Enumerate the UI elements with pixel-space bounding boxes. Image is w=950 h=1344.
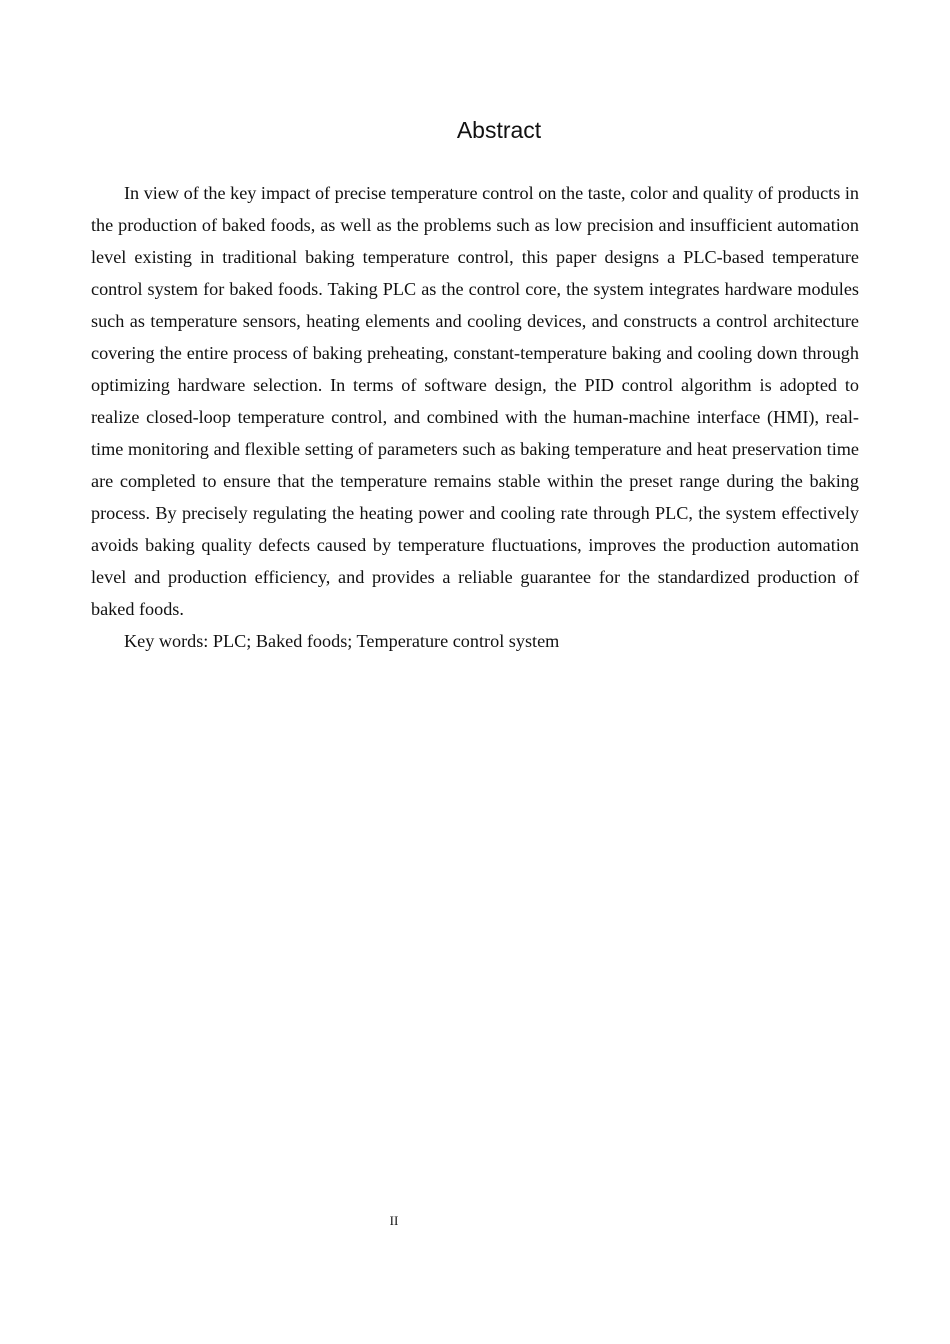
abstract-title: Abstract bbox=[456, 117, 542, 143]
keywords-line: Key words: PLC; Baked foods; Temperature control system bbox=[124, 631, 560, 651]
page-number: II bbox=[389, 1213, 399, 1228]
abstract-body: In view of the key impact of precise temperature control on the taste, color and quality of products in the production of baked foods, as well as the problems such as low precision and insufficient automation level existing in traditional baking temperature control, this paper designs a PLC-based temperature control system for baked foods. Taking PLC as the control core, the system integrates hardware modules such as temperature sensors, heating elements and cooling devices, and constructs a control architecture covering the entire process of baking preheating, constant-temperature baking and cooling down through optimizing hardware selection. In terms of software design, the PID control algorithm is adopted to realize closed-loop temperature control, and combined with the human-machine interface (HMI), real-time monitoring and flexible setting of parameters such as baking temperature and heat preservation time are completed to ensure that the temperature remains stable within the preset range during the baking process. By precisely regulating the heating power and cooling rate through PLC, the system effectively avoids baking quality defects caused by temperature fluctuations, improves the production automation level and production efficiency, and provides a reliable guarantee for the standardized production of baked foods. bbox=[91, 183, 859, 619]
